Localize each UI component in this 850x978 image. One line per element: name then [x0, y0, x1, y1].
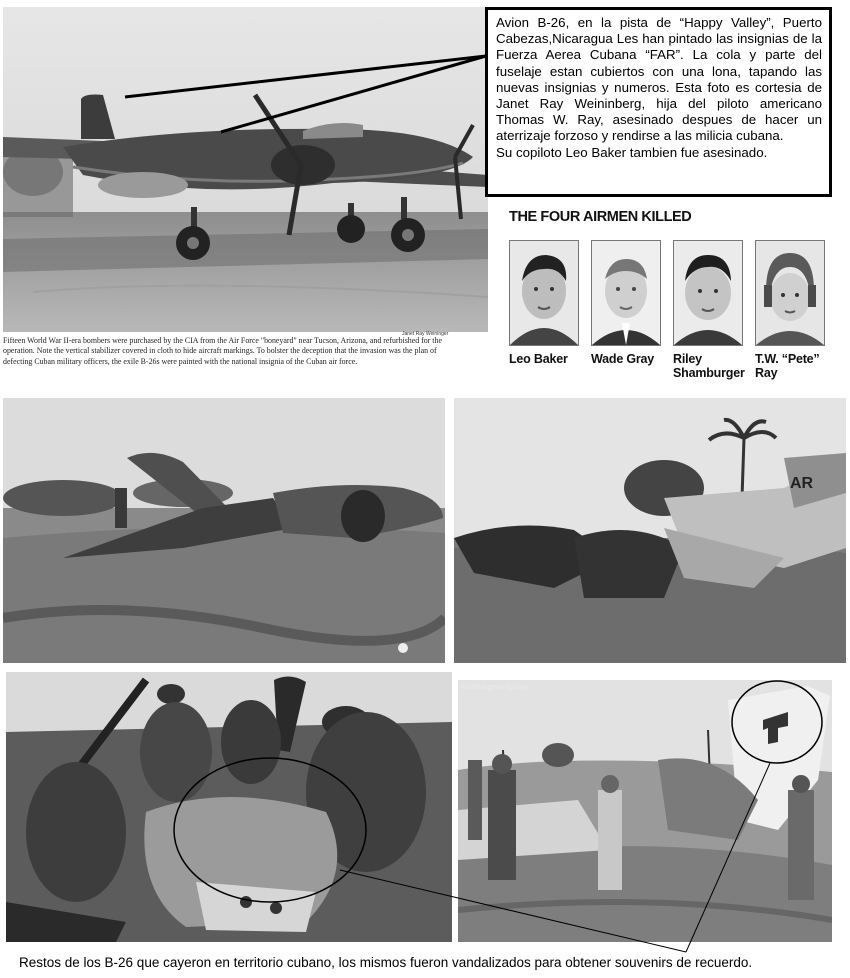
portrait-wade-gray — [591, 240, 661, 346]
caption-paragraph: Avion B-26, en la pista de “Happy Valley”, Puerto Cabezas,Nicaragua Les han pintado las insignias de la Fuerza Aerea Cubana “FAR”. La cola y parte del fuselaje estan cubiertos con una lona, tapando las nuevas insignias y numeros. Esta foto es cortesia de Janet Ray Weininberg, hija del piloto americano Thomas W. Ray, asesinado despues de hacer un aterrizaje forzoso y rendirse a las milicia cubana. — [496, 15, 822, 144]
militia-wreck-photo — [6, 672, 452, 942]
caption-box — [485, 7, 832, 197]
name-riley-shamburger: Riley Shamburger — [673, 352, 745, 380]
portrait-leo-baker — [509, 240, 579, 346]
portrait-riley-shamburger — [673, 240, 743, 346]
caption-last-line: Su copiloto Leo Baker tambien fue asesinado. — [496, 144, 768, 160]
photo-credit: Janet Ray Weininger — [402, 331, 449, 337]
airmen-title: THE FOUR AIRMEN KILLED — [509, 209, 692, 225]
b26-runway-photo — [3, 7, 488, 332]
name-leo-baker: Leo Baker — [509, 352, 568, 366]
name-wade-gray: Wade Gray — [591, 352, 655, 366]
bottom-caption: Restos de los B-26 que cayeron en territorio cubano, los mismos fueron vandalizados para obtener souvenirs de recuerdo. — [19, 955, 753, 970]
tail-marking: AR — [790, 475, 814, 492]
wreck-field-photo-right — [454, 398, 846, 663]
portrait-pete-ray — [755, 240, 825, 346]
watermark: cienfuegoscity.org — [461, 682, 528, 691]
name-pete-ray: T.W. “Pete” Ray — [755, 352, 820, 380]
soldiers-tail-photo — [458, 680, 832, 942]
wreck-field-photo-left — [3, 398, 445, 663]
photo-caption: Fifteen World War II-era bombers were purchased by the CIA from the Air Force "boneyard" near Tucson, Arizona, and refurbished for the operation. Note the vertical stabilizer covered in cloth to hide aircraft markings. To bolster the deception that the invasion was the plan of defecting Cuban military officers, the exile B-26s were painted with the national insignia of the Cuban air force. — [3, 336, 442, 366]
